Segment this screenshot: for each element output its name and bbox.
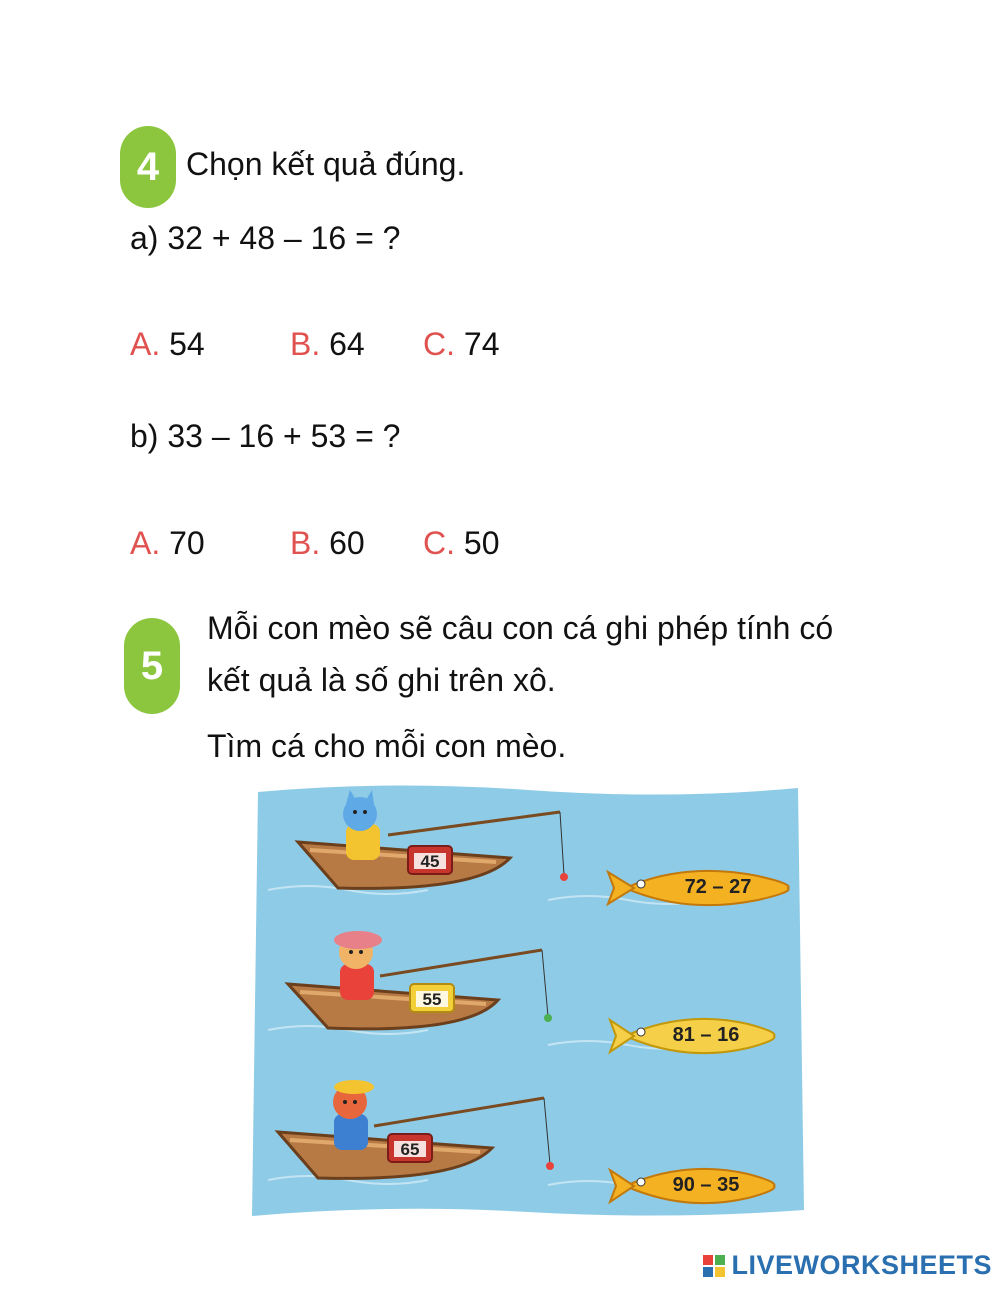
fish-3-expression: 90 – 35 xyxy=(672,1174,740,1196)
option-4a-b[interactable]: B. 64 xyxy=(290,326,365,362)
bucket-2 xyxy=(410,984,454,1012)
question-4b-text: b) 33 – 16 + 53 = ? xyxy=(130,418,401,454)
bucket-1 xyxy=(408,846,452,874)
question-4-badge xyxy=(120,126,176,208)
bucket-1-number: 45 xyxy=(420,852,440,871)
bucket-3-number: 65 xyxy=(400,1140,420,1159)
question-4-title: Chọn kết quả đúng. xyxy=(186,146,466,182)
option-4a-c[interactable]: C. 74 xyxy=(423,326,500,362)
question-4a-text: a) 32 + 48 – 16 = ? xyxy=(130,220,401,256)
question-5-badge xyxy=(124,618,180,714)
liveworksheets-blocks-icon xyxy=(703,1255,725,1277)
option-4b-c[interactable]: C. 50 xyxy=(423,525,500,561)
fish-1-expression: 72 – 27 xyxy=(684,876,752,898)
liveworksheets-logo xyxy=(703,1250,992,1281)
question-5-line-1: Mỗi con mèo sẽ câu con cá ghi phép tính có xyxy=(207,610,834,646)
bucket-2-number: 55 xyxy=(422,990,442,1009)
question-5-number: 5 xyxy=(140,643,164,688)
brand-name: LIVEWORKSHEETS xyxy=(731,1250,992,1280)
fish-2-expression: 81 – 16 xyxy=(672,1024,740,1046)
option-4b-b[interactable]: B. 60 xyxy=(290,525,365,561)
question-4-number: 4 xyxy=(136,144,160,189)
option-4a-a[interactable]: A. 54 xyxy=(130,326,205,362)
question-5-line-3: Tìm cá cho mỗi con mèo. xyxy=(207,728,567,764)
option-4b-a[interactable]: A. 70 xyxy=(130,525,205,561)
question-5-line-2: kết quả là số ghi trên xô. xyxy=(207,662,556,698)
bucket-3 xyxy=(388,1134,432,1162)
fishing-scene xyxy=(248,780,808,1220)
